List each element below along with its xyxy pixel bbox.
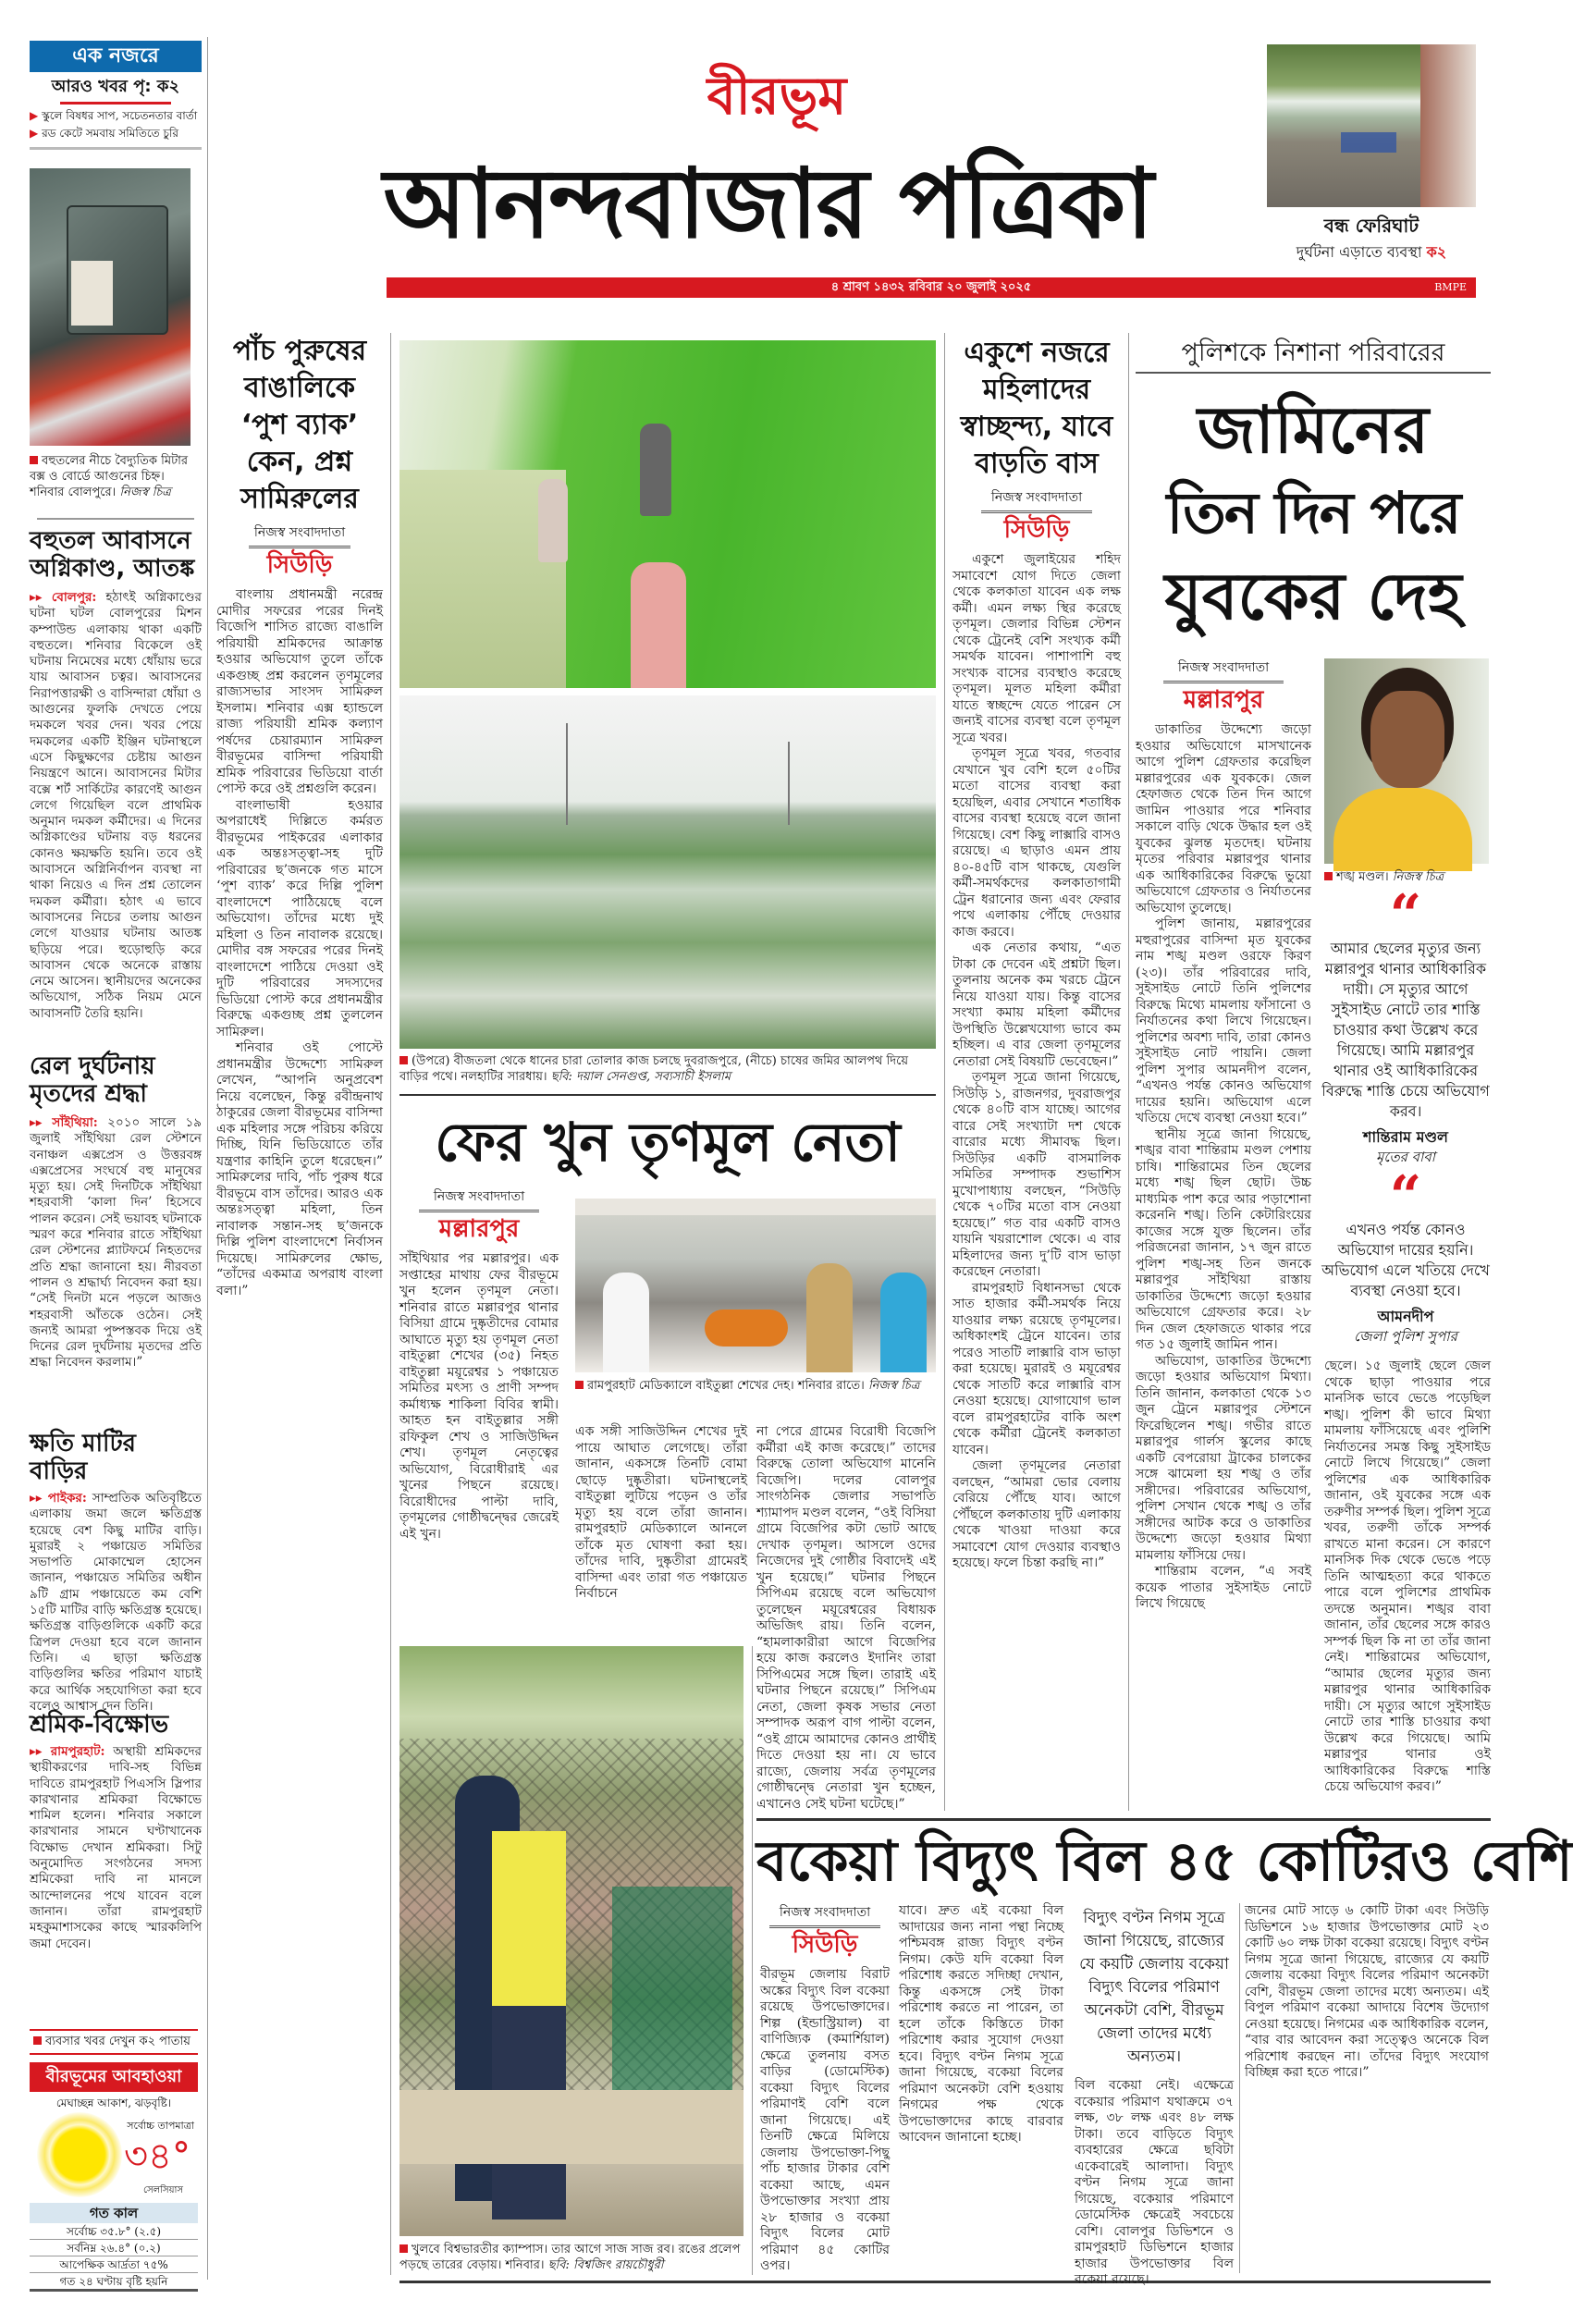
byline: নিজস্ব সংবাদদাতা [1163, 658, 1284, 683]
byline: নিজস্ব সংবাদদাতা [769, 1903, 880, 1928]
bail-kicker: পুলিশকে নিশানা পরিবারের [1136, 335, 1491, 374]
weather-row: আপেক্ষিক আর্দ্রতা ৭৫% [30, 2256, 198, 2273]
quote-block: “ আমার ছেলের মৃত্যুর জন্য মল্লারপুর থানার আধিকারিক দায়ী। সে মৃত্যুর আগে সুইসাইড নোটে তার শাস্তি চাওয়ার কথা উল্লেখ করে গিয়েছে। আমি মল্লারপুর থানার ওই আধিকারিকের বিরুদ্ধে শাস্তি চেয়ে অভিযোগ করব। শান্তিরাম মণ্ডল মৃতের বাবা “ এখনও পর্যন্ত কোনও অভিযোগ দায়ের হয়নি। অভিযোগ এলে খতিয়ে দেখে ব্যবস্থা নেওয়া হবে। আমনদীপ জেলা পুলিশ সুপার [1321, 883, 1490, 1345]
electric-body-col1: বীরভূম জেলায় বিরাট অঙ্কের বিদ্যুৎ বিল বকেয়া রয়েছে উপভোক্তাদের। শিল্প (ইন্ডাস্ট্রিয়াল) বা বাণিজ্যিক (কমার্শিয়াল) ক্ষেত্রে তুলনায় বসত বাড়ির (ডোমেস্টিক) বকেয়া বিদ্যুৎ বিলের পরিমাণই বেশি বলে জানা গিয়েছে। এই তিনটি ক্ষেত্রে মিলিয়ে জেলায় উপভোক্তা-পিছু পাঁচ হাজার টাকার বেশি বকেয়া আছে, এমন উপভোক্তার সংখ্যা প্রায় ২৮ হাজার ও বকেয়া বিদ্যুৎ বিলের মোট পরিমাণ ৪৫ কোটির ওপর। [760, 1967, 890, 2273]
byline: নিজস্ব সংবাদদাতা [249, 523, 350, 548]
hospital-body-photo [575, 1199, 936, 1372]
meter-box-photo-caption: বহুতলের নীচে বৈদ্যুতিক মিটার বক্স ও বোর্ডে আগুনের চিহ্ন। শনিবার বোলপুরে। নিজস্ব চিত্র [30, 454, 189, 499]
temp-unit: সেলসিয়াস [143, 2185, 183, 2195]
paddy-seedling-photo [399, 340, 936, 688]
electric-headline: বকেয়া বিদ্যুৎ বিল ৪৫ কোটিরও বেশি [756, 1829, 1573, 1894]
bullet-arrow-icon: ▶ [30, 127, 39, 140]
byline: নিজস্ব সংবাদদাতা [419, 1187, 539, 1212]
bail-headline: জামিনের তিন দিন পরে যুবকের দেহ [1164, 392, 1462, 634]
brief-story: বহুতল আবাসনে অগ্নিকাণ্ড, আতঙ্ক ▸▸ বোলপুর: হঠাৎই অগ্নিকাণ্ডের ঘটনা ঘটল বোলপুরের মিশন কম্পাউন্ড এলাকায় থাকা একটি বহুতলে। শনিবার বিকেলে ওই ঘটনায় নিমেষের মধ্যে ধোঁয়ায় ভরে যায় আবাসন চত্বর। আবাসনের নিরাপত্তারক্ষী ও বাসিন্দারা ধোঁয়া ও আগুনের ফুলকি দেখতে পেয়ে দমকলে খবর দেন। খবর পেয়ে দমকলের একটি ইঞ্জিন ঘটনাস্থলে এসে কিছুক্ষণের চেষ্টায় আগুন নিয়ন্ত্রণে আনে। আবাসনের মিটার বক্সে শর্ট সার্কিটের কারণেই আগুন লেগে গিয়েছিল বলে প্রাথমিক অনুমান দমকল কর্মীদের। এ দিনের অগ্নিকাণ্ডের ঘটনায় বড় ধরনের কোনও ক্ষয়ক্ষতি হয়নি। তবে ওই আবাসনে অগ্নিনির্বাপন ব্যবস্থা না থাকা নিয়েও এ দিন প্রশ্ন তোলেন দমকল কর্মীরা। হঠাৎ এ ভাবে আবাসনের নিচের তলায় আগুন লেগে যাওয়ার ঘটনায় আতঙ্ক ছড়িয়ে পরে। হুড়োহুড়ি করে আবাসন থেকে অনেকে রাস্তায় নেমে আসেন। স্থানীয়দের অনেকের অভিযোগ, সঠিক নিয়ম মেনে আবাসনটি তৈরি হয়নি। [30, 527, 202, 1021]
brief-headline: শ্রমিক-বিক্ষোভ [30, 1711, 169, 1739]
push-back-story [216, 333, 383, 2273]
ferry-ghat-photo [1267, 44, 1476, 207]
push-back-body: বাংলায় প্রধানমন্ত্রী নরেন্দ্র মোদীর সফরের পরের দিনই বিজেপি শাসিত রাজ্যে বাঙালি পরিযায়ী শ্রমিকদের আক্রান্ত হওয়ার অভিযোগ তুলে তাঁকে একগুচ্ছ প্রশ্ন করলেন তৃণমূলের রাজ্যসভার সাংসদ সামিরুল ইসলাম। শনিবার এক্স হ্যান্ডলে রাজ্য পরিযায়ী শ্রমিক কল্যাণ পর্ষদের চেয়ারম্যান সামিরুল বীরভূমের বাসিন্দা পরিযায়ী শ্রমিক পরিবারের ভিডিয়ো বার্তা পোস্ট করে ওই প্রশ্নগুলি করেন। বাংলাভাষী হওয়ার অপরাধেই দিল্লিতে কর্মরত বীরভূমের পাইকরের এলাকার এক অন্তঃসত্ত্বা-সহ দুটি পরিবারের ছ’জনকে গত মাসে ‘পুশ ব্যাক’ করে দিল্লি পুলিশ বাংলাদেশে পাঠিয়েছে বলে অভিযোগ। তাঁদের মধ্যে দুই মহিলা ও তিন নাবালক রয়েছে। মোদীর বঙ্গ সফরের পরের দিনই বাংলাদেশে পাঠিয়ে দেওয়া ওই দুটি পরিবারের সদস্যদের ভিডিয়ো পোস্ট করে প্রধানমন্ত্রীর বিরুদ্ধে একগুচ্ছ প্রশ্ন তুললেন সামিরুল। শনিবার ওই পোস্টে প্রধানমন্ত্রীর উদ্দেশ্যে সামিরুল লেখেন, “আপনি অনুপ্রবেশ নিয়ে বলেছেন, কিন্তু রবীন্দ্রনাথ ঠাকুরের জেলা বীরভূমের বাসিন্দা এক মহিলার সঙ্গে পরিচয় করিয়ে দিচ্ছি, যিনি ভিডিয়োতে তাঁর যন্ত্রণার কাহিনি তুলে ধরেছেন।” সামিরুলের দাবি, পাঁচ পুরুষ ধরে বীরভূমে বাস তাঁদের। আরও এক অন্তঃসত্ত্বা মহিলা, তিন নাবালক সন্তান-সহ ছ’জনকে দিল্লি পুলিশ বাংলাদেশে নির্বাসন দিয়েছে। সামিরুলের ক্ষোভ, “তাঁদের একমাত্র অপরাধ বাংলা বলা।” [216, 587, 383, 1298]
ekushe-body: একুশে জুলাইয়ের শহিদ সমাবেশে যোগ দিতে জেলা থেকে কলকাতা যাবেন এক লক্ষ কর্মী। এমন লক্ষ্য স্থির করেছে তৃণমূল। জেলার বিভিন্ন স্টেশন থেকে ট্রেনেই বেশি সংখ্যক কর্মী সমর্থক যাবেন। পাশাপাশি বহু সংখ্যক বাসের ব্যবস্থাও করেছে তৃণমূল। মূলত মহিলা কর্মীরা যাতে স্বচ্ছন্দে যেতে পারেন সে জন্যই বাসের ব্যবস্থা বলে তৃণমূল সূত্রে খবর। তৃণমূল সূত্রে খবর, গতবার যেখানে খুব বেশি হলে ৫০টির মতো বাসের ব্যবস্থা করা হয়েছিল, এবার সেখানে শতাধিক বাসের ব্যবস্থা হয়েছে বলে জানা গিয়েছে। বেশ কিছু লাক্সারি বাসও রয়েছে। এ ছাড়াও এমন প্রায় ৪০-৪৫টি বাস থাকছে, যেগুলি কর্মী-সমর্থকদের কলকাতাগামী ট্রেন ধরানোর জন্য এবং ফেরার পথে এলাকায় পৌঁছে দেওয়ার কাজ করবে। এক নেতার কথায়, “এত টাকা কে দেবেন এই প্রশ্নটা ছিল। তুলনায় অনেক কম খরচে ট্রেনে নিয়ে যাওয়া যায়। কিন্তু বাসের সংখ্যা কমায় মহিলা কর্মীদের উপস্থিতি উল্লেখযোগ্য ভাবে কম হচ্ছিল। এ বার জেলা তৃণমূলের নেতারা সেই বিষয়টি ভেবেছেন।” তৃণমূল সূত্রে জানা গিয়েছে, সিউড়ি ১, রাজনগর, দুবরাজপুর থেকে ৪০টি বাস যাচ্ছে। আগের বারে সেই সংখ্যাটা দশ থেকে বারোর মধ্যে সীমাবদ্ধ ছিল। সিউড়ির একটি বাসমালিক সমিতির সম্পাদক শুভাশিস মুখোপাধ্যায় বলছেন, “সিউড়ি থেকে ৭০টির মতো বাস নেওয়া হয়েছে।” গত বার একটি বাসও যায়নি খয়রাশোল থেকে। এ বার মহিলাদের জন্য দু’টি বাস ভাড়া করেছেন নেতারা। রামপুরহাট বিধানসভা থেকে সাত হাজার কর্মী-সমর্থক নিয়ে যাওয়ার লক্ষ্য রয়েছে তৃণমূলের। অধিকাংশই ট্রেনে যাবেন। তার পরেও সাতটি লাক্সারি বাস ভাড়া করা হয়েছে। মুরারই ও ময়ূরেশ্বর থেকে সাতটি করে লাক্সারি বাস নেওয়া হয়েছে। যোগাযোগ ভাল বলে রামপুরহাটের বাকি অংশ থেকে কর্মীরা ট্রেনেই কলকাতা যাবেন। জেলা তৃণমূলের নেতারা বলছেন, “আমরা ভোর বেলায় বেরিয়ে পৌঁছে যাব। আগে পৌঁছলে কলকাতায় দুটি এলাকায় থেকে খাওয়া দাওয়া করে সমাবেশে যোগ দেওয়ার ব্যবস্থাও হয়েছে। ফলে চিন্তা করছি না।” [952, 552, 1121, 1570]
weather-row: গত ২৪ ঘণ্টায় বৃষ্টি হয়নি [30, 2273, 198, 2292]
bail-main-col [1136, 658, 1311, 1809]
story-headline: একুশে নজরে মহিলাদের স্বাচ্ছন্দ্য, যাবে বাড়তি বাস [960, 337, 1113, 480]
ek-nojore-label: এক নজরে [30, 41, 202, 72]
weather-desc: মেঘাচ্ছন্ন আকাশ, ঝড়বৃষ্টি। [55, 2097, 172, 2109]
yesterday-label: গত কাল [30, 2203, 198, 2223]
electric-body-col2: যাবে। দ্রুত এই বকেয়া বিল আদায়ের জন্য নানা পন্থা নিচ্ছে পশ্চিমবঙ্গ রাজ্য বিদ্যুৎ বণ্টন নিগম। কেউ যদি বকেয়া বিল পরিশোধ করতে সদিচ্ছা দেখান, কিন্তু একসঙ্গে সেই টাকা পরিশোধ করতে না পারেন, তা হলে তাঁকে কিস্তিতে টাকা পরিশোধ করার সুযোগ দেওয়া হবে। বিদ্যুৎ বণ্টন নিগম সূত্রে জানা গিয়েছে, বকেয়া বিলের পরিমাণ অনেকটা বেশি হওয়ায় নিগমের পক্ষ থেকে উপভোক্তাদের কাছে বারবার আবেদন জানানো হচ্ছে। [899, 1903, 1063, 2145]
ekushe-story [952, 335, 1121, 1809]
weather-title: বীরভূমের আবহাওয়া [30, 2062, 198, 2092]
ferry-title: বন্ধ ফেরিঘাট [1323, 215, 1419, 237]
fence-photo-caption: খুলবে বিশ্বভারতীর ক্যাম্পাস। তার আগে সাজ সাজ রব। রঙের প্রলেপ পড়ছে তারের বেড়ায়। শনিবার। ছবি: বিশ্বজিৎ রায়চৌধুরী [399, 2243, 741, 2272]
paddy-field-path-photo [399, 695, 936, 1049]
killing-body-col2: এক সঙ্গী সাজিউদ্দিন শেখের দুই পায়ে আঘাত লেগেছে। তাঁরা জানান, একসঙ্গে তিনটি বোমা ছোড়ে দুষ্কৃতীরা। ঘটনাস্থলেই বাইতুল্লা লুটিয়ে পড়েন ও তাঁর মৃত্যু হয় বলে তাঁরা জানান। রামপুরহাট মেডিক্যালে আনলে তাঁকে মৃত ঘোষণা করা হয়। তাঁদের দাবি, দুষ্কৃতীরা গ্রামেরই বাসিন্দা এবং তারা গত পঞ্চায়েত নির্বাচনে [575, 1424, 747, 1601]
electric-body-col3: বিল বকেয়া নেই। এক্ষেত্রে বকেয়ার পরিমাণ যথাক্রমে ৩৭ লক্ষ, ৩৮ লক্ষ এবং ৪৮ লক্ষ টাকা। তবে বাড়িতে বিদ্যুৎ ব্যবহারের ক্ষেত্রে ছবিটা একেবারেই আলাদা। বিদ্যুৎ বণ্টন নিগম সূত্রে জানা গিয়েছে, বকেয়ার পরিমাণে ডোমেস্টিক ক্ষেত্রেই সবচেয়ে বেশি। বোলপুর ডিভিশনে ও রামপুরহাট ডিভিশনে হাজার হাজার উপভোক্তার বিল বকেয়া রয়েছে। [1075, 2078, 1234, 2287]
electric-col3 [1075, 1907, 1234, 2287]
brief-story: শ্রমিক-বিক্ষোভ ▸▸ রামপুরহাট: অস্থায়ী শ্রমিকদের স্থায়ীকরণের দাবি-সহ বিভিন্ন দাবিতে রামপুরহাট পিএসসি স্লিপার কারখানার শ্রমিকরা বিক্ষোভে শামিল হলেন। শনিবার সকালে কারখানার সামনে ঘণ্টাখানেক বিক্ষোভ দেখান শ্রমিকরা। সিটু অনুমোদিত সংগঠনের সদস্য শ্রমিকেরা দাবি না মানলে আন্দোলনের পথে যাবেন বলে জানান। তাঁরা রামপুরহাট মহকুমাশাসকের কাছে স্মারকলিপি জমা দেবেন। [30, 1711, 202, 1951]
killing-col1 [399, 1187, 559, 1637]
weather-row: সর্বোচ্চ ৩৫.৮° (২.৫) [30, 2223, 198, 2240]
dateline: সিউড়ি [792, 1931, 858, 1959]
brief-story: ক্ষতি মাটির বাড়ির ▸▸ পাইকর: সাম্প্রতিক অতিবৃষ্টিতে এলাকায় জমা জলে ক্ষতিগ্রস্ত হয়েছে বেশ কিছু মাটির বাড়ি। মুরারই ২ পঞ্চায়েত সমিতির সভাপতি মোকাম্মেল হোসেন জানান, পঞ্চায়েত সমিতির অধীন ৯টি গ্রাম পঞ্চায়েতে কম বেশি ১৫টি মাটির বাড়ি ক্ষতিগ্রস্ত হয়েছে। ক্ষতিগ্রস্ত বাড়িগুলিকে একটি করে ত্রিপল দেওয়া হবে বলে জানান তিনি। এ ছাড়া ক্ষতিগ্রস্ত বাড়িগুলির ক্ষতির পরিমাণ যাচাই করে আর্থিক সহযোগিতা করা হবে বলেও আশ্বাস দেন তিনি। [30, 1430, 202, 1714]
left-brief-stories [30, 527, 202, 1999]
max-temp-value: ৩৪° [124, 2135, 190, 2178]
victim-portrait-photo [1324, 658, 1489, 864]
bail-body: ডাকাতির উদ্দেশ্যে জড়ো হওয়ার অভিযোগে মাসখানেক আগে পুলিশ গ্রেফতার করেছিল মল্লারপুরের এক যুবককে। জেল হেফাজত থেকে তিন দিন আগে জামিন পাওয়ার পরে শনিবার সকালে বাড়ি থেকে উদ্ধার হল ওই যুবকের ঝুলন্ত মৃতদেহ। ঘটনায় মৃতের পরিবার মল্লারপুর থানার এক আধিকারিকের বিরুদ্ধে ভুয়ো অভিযোগে গ্রেফতার ও নির্যাতনের অভিযোগ তুলেছে। পুলিশ জানায়, মল্লারপুরের মহুরাপুরের বাসিন্দা মৃত যুবকের নাম শঙ্খ মণ্ডল ওরফে কিরণ (২৩)। তাঁর পরিবারের দাবি, সুইসাইড নোটে তিনি পুলিশের বিরুদ্ধে মিথ্যে মামলায় ফাঁসানো ও নির্যাতনের কথা লিখে গিয়েছেন। পুলিশের অবশ্য দাবি, তারা কোনও সুইসাইড নোট পায়নি। জেলা পুলিশ সুপার আমনদীপ বলেন, “এখনও পর্যন্ত কোনও অভিযোগ দায়ের হয়নি। অভিযোগ এলে খতিয়ে দেখে ব্যবস্থা নেওয়া হবে।” স্থানীয় সূত্রে জানা গিয়েছে, শঙ্খর বাবা শান্তিরাম মণ্ডল পেশায় চাষি। শান্তিরামের তিন ছেলের মধ্যে শঙ্খ ছিল ছোট। উচ্চ মাধ্যমিক পাশ করে আর পড়াশোনা করেননি শঙ্খ। তিনি কেটারিংয়ের কাজের সঙ্গে যুক্ত ছিলেন। তাঁর পরিজনেরা জানান, ১৭ জুন রাতে পুলিশ শঙ্খ-সহ তিন জনকে মল্লারপুর সাঁইথিয়া রাস্তায় ডাকাতির উদ্দেশ্যে জড়ো হওয়ার অভিযোগে গ্রেফতার করে। ২৮ দিন জেল হেফাজতে থাকার পরে গত ১৫ জুলাই জামিন পান। অভিযোগ, ডাকাতির উদ্দেশ্যে জড়ো হওয়ার অভিযোগ মিথ্যা। তিনি জানান, কলকাতা থেকে ১৩ জুন ট্রেনে মল্লারপুর স্টেশনে ফিরেছিলেন শঙ্খ। গভীর রাতে মল্লারপুর গার্লস স্কুলের কাছে একটি বেপরোয়া ট্রাকের চালকের সঙ্গে ঝামেলা হয় শঙ্খ ও তাঁর সঙ্গীদের। পরিবারের অভিযোগ, পুলিশ সেখান থেকে শঙ্খ ও তাঁর সঙ্গীদের আটক করে ও ডাকাতির উদ্দেশ্যে জড়ো হওয়ার মিথ্যা মামলায় ফাঁসিয়ে দেয়। শান্তিরাম বলেন, “এ সবই কয়েক পাতার সুইসাইড নোটে লিখে গিয়েছে [1136, 722, 1311, 1611]
killing-body-col1: সাঁইথিয়ার পর মল্লারপুর। এক সপ্তাহের মাথায় ফের বীরভূমে খুন হলেন তৃণমূল নেতা। শনিবার রাতে মল্লারপুর থানার বিসিয়া গ্রামে দুষ্কৃতীদের বোমার আঘাতে মৃত্যু হয় তৃণমূল নেতা বাইতুল্লা শেখের (৩৫) নিহত বাইতুল্লা ময়ূরেশ্বর ১ পঞ্চায়েত সমিতির মৎস্য ও প্রাণী সম্পদ কর্মাধ্যক্ষ শাকিলা বিবির স্বামী। আহত হন বাইতুল্লার সঙ্গী রফিকুল শেখ ও সাজিউদ্দিন শেখ। তৃণমূল নেতৃত্বের অভিযোগ, বিরোধীরাই এর খুনের পিছনে রয়েছে। বিরোধীদের পাল্টা দাবি, তৃণমূলের গোষ্ঠীদ্বন্দ্বের জেরেই এই খুন। [399, 1251, 559, 1542]
date-bar [387, 277, 1476, 298]
paddy-caption: (উপরে) বীজতলা থেকে ধানের চারা তোলার কাজ চলছে দুবরাজপুরে, (নীচে) চাষের জমির আলপথ দিয়ে বাড়ির পথে। নলহাটির সারধায়। ছবি: দয়াল সেনগুপ্ত, সব্যসাচী ইসলাম [399, 1054, 908, 1084]
quote-icon: “ [1389, 1164, 1422, 1229]
bullet-item[interactable]: ▶ রড কেটে সমবায় সমিতিতে চুরি [30, 127, 178, 140]
bullet-item[interactable]: ▶ স্কুলে বিষধর সাপ, সচেতনতার বার্তা [30, 109, 198, 122]
business-link[interactable]: ব্যবসার খবর দেখুন ক২ পাতায় [30, 2029, 198, 2055]
sun-icon [37, 2112, 122, 2197]
weather-box [30, 2062, 198, 2292]
weather-row: সর্বনিম্ন ২৬.৪° (০.২) [30, 2240, 198, 2256]
bullet-arrow-icon: ▶ [30, 109, 39, 122]
byline: নিজস্ব সংবাদদাতা [981, 488, 1092, 513]
brief-headline: ক্ষতি মাটির বাড়ির [30, 1430, 136, 1485]
brief-story: রেল দুর্ঘটনায় মৃতদের শ্রদ্ধা ▸▸ সাঁইথিয়া: ২০১০ সালে ১৯ জুলাই সাঁইথিয়া রেল স্টেশনে বনাঞ্চল এক্সপ্রেস ও উত্তরবঙ্গ এক্সপ্রেসের সংঘর্ষে বহু মানুষের মৃত্যু হয়। সেই দিনটিকে সাঁইথিয়া শহরবাসী ‘কালা দিন’ হিসেবে পালন করেন। সেই ভয়াবহ ঘটনাকে স্মরণ করে শনিবার রাতে সাঁইথিয়া রেল স্টেশনের প্ল্যাটফর্মে নিহতদের প্রতি শ্রদ্ধা জানানো হয়। নীরবতা পালন ও শ্রদ্ধার্ঘ্য নিবেদন করা হয়। “সেই দিনটা মনে পড়লে আজও শহরবাসী আঁতকে ওঠেন। সেই জন্যই আমরা পুষ্পস্তবক দিয়ে ওই দিনের রেল দুর্ঘটনায় মৃতদের প্রতি শ্রদ্ধা নিবেদন করলাম।” [30, 1052, 202, 1371]
quote-icon: “ [1389, 883, 1422, 948]
more-news-link[interactable]: আরও খবর পৃ: ক২ [51, 77, 180, 96]
brief-headline: বহুতল আবাসনে অগ্নিকাণ্ড, আতঙ্ক [30, 527, 195, 583]
dateline: সিউড়ি [266, 551, 333, 579]
max-temp-label: সর্বোচ্চ তাপমাত্রা [127, 2120, 194, 2132]
meter-box-fire-photo [30, 168, 190, 446]
newspaper-title: আনন্দবাজার পত্রিকা [383, 147, 1152, 260]
electric-body-col4: জনের মোট সাড়ে ৬ কোটি টাকা এবং সিউড়ি ডিভিশনে ১৬ হাজার উপভোক্তার মোট ২৩ কোটি ৬০ লক্ষ টাকা বকেয়া রয়েছে। বিদ্যুৎ বণ্টন নিগম সূত্রে জানা গিয়েছে, রাজ্যের যে কয়টি জেলায় বকেয়া বিদ্যুৎ বিলের পরিমাণ অনেকটা বেশি, বীরভূম জেলা তাদের মধ্যে অন্যতম। এই বিপুল পরিমাণ বকেয়া আদায়ে বিশেষ উদ্যোগ নেওয়া হয়েছে। নিগমের এক আধিকারিক বলেন, “বার বার আবেদন করা সত্ত্বেও অনেকে বিল পরিশোধ করছেন না। তাঁদের বিদ্যুৎ সংযোগ বিচ্ছিন্ন করা হতে পারে।” [1245, 1903, 1489, 2080]
portrait-caption: শঙ্খ মণ্ডল। নিজস্ব চিত্র [1321, 869, 1491, 885]
place-label: ▸▸ বোলপুর: [30, 590, 97, 605]
hospital-photo-caption: রামপুরহাট মেডিক্যালে বাইতুল্লা শেখের দেহ। শনিবার রাতে। নিজস্ব চিত্র [575, 1378, 936, 1394]
electric-pull-quote: বিদ্যুৎ বণ্টন নিগম সূত্রে জানা গিয়েছে, রাজ্যের যে কয়টি জেলায় বকেয়া বিদ্যুৎ বিলের পরিমাণ অনেকটা বেশি, বীরভূম জেলা তাদের মধ্যে অন্যতম। [1079, 1909, 1229, 2066]
story-headline: পাঁচ পুরুষের বাঙালিকে ‘পুশ ব্যাক’ কেন, প্রশ্ন সামিরুলের [232, 335, 367, 515]
dateline: সিউড়ি [1003, 516, 1070, 544]
brief-headline: রেল দুর্ঘটনায় মৃতদের শ্রদ্ধা [30, 1052, 155, 1108]
ek-nojore-box [30, 41, 202, 150]
date-text: ৪ শ্রাবণ ১৪৩২ রবিবার ২০ জুলাই ২০২৫ [830, 280, 1032, 294]
dateline: মল্লারপুর [1183, 686, 1264, 714]
killing-headline: ফের খুন তৃণমূল নেতা [435, 1111, 901, 1174]
bail-body-continued: ছেলে। ১৫ জুলাই ছেলে জেল থেকে ছাড়া পাওয়ার পরে মানসিক ভাবে ভেঙে পড়েছিল শঙ্খ। পুলিশ কী ভাবে মিথ্যা মামলায় ফাঁসিয়েছে এবং পুলিশি নির্যাতনের সমস্ত কিছু সুইসাইড নোটে লিখে গিয়েছে।” জেলা পুলিশের এক আধিকারিক জানান, ওই যুবকের সঙ্গে এক তরুণীর সম্পর্ক ছিল। পুলিশ সূত্রে খবর, তরুণী তাঁকে সম্পর্ক রাখতে মানা করেন। সে কারণে মানসিক দিক থেকে ভেঙে পড়ে তিনি আত্মহত্যা করে থাকতে পারে বলে পুলিশের প্রাথমিক তদন্তে অনুমান। শঙ্খর বাবা জানান, তাঁর ছেলের সঙ্গে কারও সম্পর্ক ছিল কি না তা তাঁর জানা নেই। শান্তিরামের অভিযোগ, “আমার ছেলের মৃত্যুর জন্য মল্লারপুর থানার আধিকারিক দায়ী। সে মৃত্যুর আগে সুইসাইড নোটে তার শাস্তি চাওয়ার কথা উল্লেখ করে গিয়েছে। আমি মল্লারপুর থানার ওই আধিকারিকের বিরুদ্ধে শাস্তি চেয়ে অভিযোগ করব।” [1324, 1359, 1491, 1794]
bail-side-col [1321, 869, 1491, 1809]
edition-name: বীরভূম [707, 67, 847, 127]
dateline: মল্লারপুর [438, 1215, 520, 1243]
fence-painting-photo [399, 1646, 743, 2236]
electric-col1 [760, 1903, 890, 2275]
ferry-link[interactable]: দুর্ঘটনা এড়াতে ব্যবস্থা ক২ [1296, 243, 1447, 261]
killing-body-col3: না পেরে গ্রামের বিরোধী বিজেপি কর্মীরা এই কাজ করেছে।” তাদের বিরুদ্ধে তোলা অভিযোগ মানেনি বিজেপি। দলের বোলপুর সাংগঠনিক জেলার সভাপতি শ্যামাপদ মণ্ডল বলেন, “ওই বিসিয়া গ্রামে বিজেপির কটা ভোট আছে দেখাক তৃণমূল। আসলে ওদের নিজেদের দুই গোষ্ঠীর বিবাদেই এই খুন হয়েছে।” ঘটনার পিছনে সিপিএম রয়েছে বলে অভিযোগ তুলেছেন ময়ূরেশ্বরের বিধায়ক অভিজিৎ রায়। তিনি বলেন, “হামলাকারীরা আগে বিজেপির হয়ে কাজ করলেও ইদানিং তারা সিপিএমের সঙ্গে ছিল। তারাই এই ঘটনার পিছনে রয়েছে।” সিপিএম নেতা, জেলা কৃষক সভার নেতা সম্পাদক অরূপ বাগ পাল্টা বলেন, “ওই গ্রামে আমাদের কোনও প্রার্থীই দিতে দেওয়া হয় না। যে ভাবে রাজ্যে, জেলায় সর্বত্র তৃণমূলের গোষ্ঠীদ্বন্দ্বে নেতারা খুন হচ্ছেন, এখানেও সেই ঘটনা ঘটেছে।” [756, 1424, 936, 1812]
edition-code: BMPE [1434, 281, 1467, 293]
